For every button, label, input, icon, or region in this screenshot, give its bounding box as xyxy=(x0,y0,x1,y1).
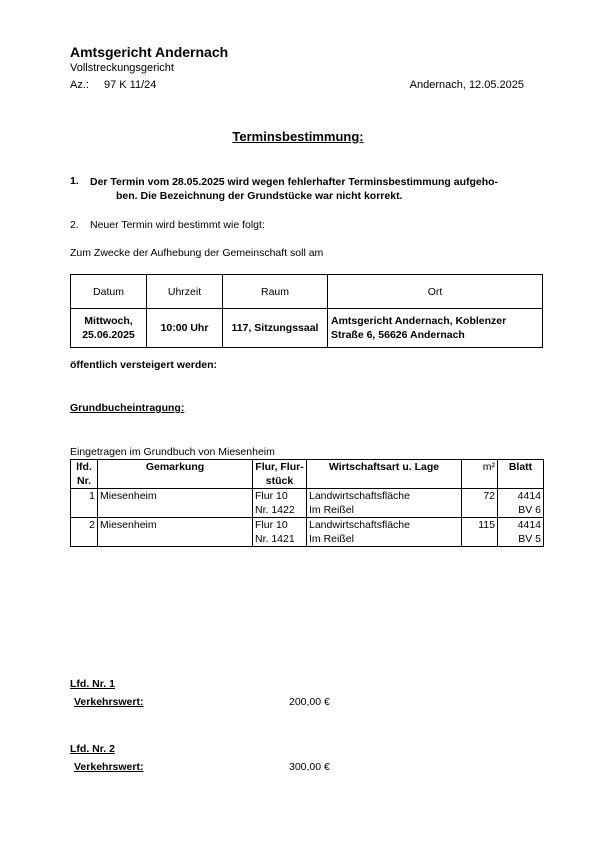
auction-statement: öffentlich versteigert werden: xyxy=(70,359,218,371)
cell-datum xyxy=(71,309,147,348)
row-lage-line: Im Reißel xyxy=(309,504,354,516)
header-flur xyxy=(253,460,307,489)
header-flur-line-1: Flur, Flur- xyxy=(255,461,304,473)
row-gemarkung: Miesenheim xyxy=(98,518,253,547)
parcel-1-value-label: Verkehrswert: xyxy=(74,696,144,708)
row-flur-line: Flur 10 xyxy=(255,519,288,531)
row-wirtschaftsart xyxy=(307,518,462,547)
document-title: Terminsbestimmung: xyxy=(232,129,364,144)
land-register-header xyxy=(71,460,544,489)
item-2-number: 2. xyxy=(70,219,79,231)
row-blatt-line-2: BV 6 xyxy=(518,504,541,516)
parcel-1-heading: Lfd. Nr. 1 xyxy=(70,678,115,690)
file-number-label: Az.: xyxy=(70,79,89,91)
datum-date: 25.06.2025 xyxy=(82,329,135,341)
header-ort: Ort xyxy=(328,275,543,309)
row-blatt-line-1: 4414 xyxy=(517,490,541,502)
row-m2: 72 xyxy=(462,489,498,518)
parcel-2-heading: Lfd. Nr. 2 xyxy=(70,743,115,755)
row-flur xyxy=(253,489,307,518)
item-1-line-1: Der Termin vom 28.05.2025 wird wegen fehlerhafter Terminsbestimmung aufgeho- xyxy=(90,176,499,188)
header-datum: Datum xyxy=(71,275,147,309)
row-flur xyxy=(253,518,307,547)
appointment-table xyxy=(70,274,543,348)
item-1-number: 1. xyxy=(70,175,79,187)
ort-line-1: Amtsgericht Andernach, Koblenzer xyxy=(331,315,507,327)
item-1-line-2: ben. Die Bezeichnung der Grundstücke war nicht korrekt. xyxy=(116,190,403,202)
header-lfd-line-1: lfd. xyxy=(76,461,92,473)
header-flur-line-2: stück xyxy=(265,475,294,487)
row-art-line: Landwirtschaftsfläche xyxy=(309,519,410,531)
appointment-row xyxy=(71,309,543,348)
row-lfd: 2 xyxy=(71,518,98,547)
header-wirtschaftsart: Wirtschaftsart u. Lage xyxy=(307,460,462,489)
court-name: Amtsgericht Andernach xyxy=(70,44,229,60)
row-lfd: 1 xyxy=(71,489,98,518)
row-blatt-line-1: 4414 xyxy=(517,519,541,531)
land-register-table xyxy=(70,459,544,547)
row-blatt-line-2: BV 5 xyxy=(518,533,541,545)
appointment-table-header xyxy=(71,275,543,309)
row-art-line: Landwirtschaftsfläche xyxy=(309,490,410,502)
purpose-text: Zum Zwecke der Aufhebung der Gemeinschaft soll am xyxy=(70,247,324,259)
header-uhrzeit: Uhrzeit xyxy=(147,275,223,309)
table-row xyxy=(71,489,544,518)
header-m2: m² xyxy=(462,460,498,489)
item-1-text xyxy=(90,175,530,203)
row-blatt xyxy=(498,518,544,547)
cell-uhrzeit: 10:00 Uhr xyxy=(147,309,223,348)
header-lfd-line-2: Nr. xyxy=(76,475,91,487)
parcel-1-value: 200,00 € xyxy=(289,696,330,708)
row-m2: 115 xyxy=(462,518,498,547)
row-lage-line: Im Reißel xyxy=(309,533,354,545)
cell-raum: 117, Sitzungssaal xyxy=(223,309,328,348)
row-flur-line: Flur 10 xyxy=(255,490,288,502)
file-number-value: 97 K 11/24 xyxy=(104,79,157,91)
row-blatt xyxy=(498,489,544,518)
item-2-text: Neuer Termin wird bestimmt wie folgt: xyxy=(90,219,265,231)
header-raum: Raum xyxy=(223,275,328,309)
table-row xyxy=(71,518,544,547)
header-blatt: Blatt xyxy=(498,460,544,489)
header-gemarkung: Gemarkung xyxy=(98,460,253,489)
datum-weekday: Mittwoch, xyxy=(84,315,133,327)
row-flurstueck-line: Nr. 1422 xyxy=(255,504,295,516)
row-flurstueck-line: Nr. 1421 xyxy=(255,533,295,545)
ort-line-2: Straße 6, 56626 Andernach xyxy=(331,329,465,341)
cell-ort xyxy=(328,309,543,348)
row-gemarkung: Miesenheim xyxy=(98,489,253,518)
parcel-2-value-label: Verkehrswert: xyxy=(74,761,144,773)
place-date: Andernach, 12.05.2025 xyxy=(409,79,524,91)
parcel-2-value: 300,00 € xyxy=(289,761,330,773)
land-register-intro: Eingetragen im Grundbuch von Miesenheim xyxy=(70,446,275,458)
header-lfd xyxy=(71,460,98,489)
land-register-heading: Grundbucheintragung: xyxy=(70,402,185,414)
row-wirtschaftsart xyxy=(307,489,462,518)
court-subtitle: Vollstreckungsgericht xyxy=(70,62,174,74)
